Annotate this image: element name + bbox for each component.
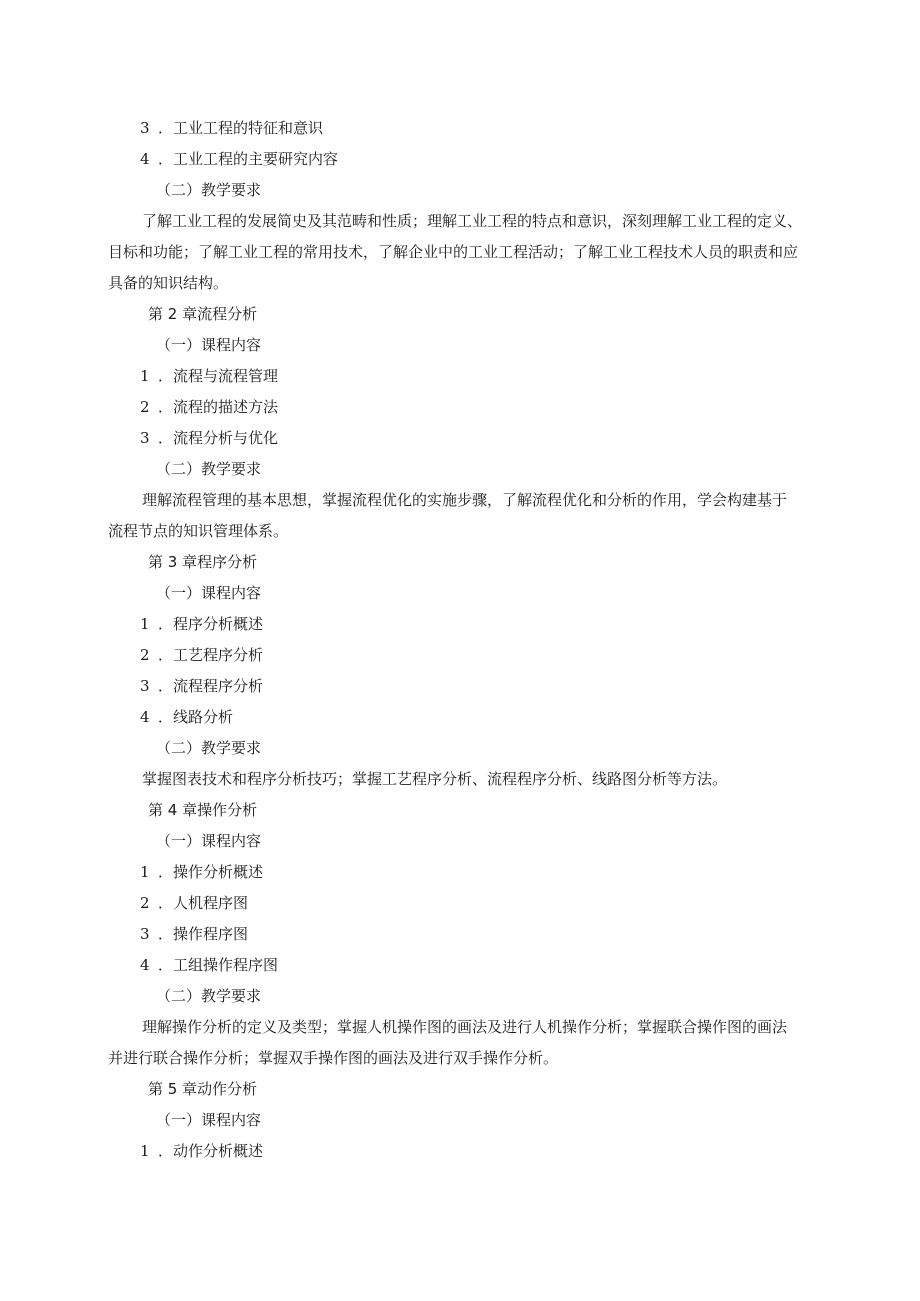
list-item [140, 118, 323, 138]
paragraph-line: 了解工业工程的发展简史及其范畴和性质；理解工业工程的特点和意识，深刻理解工业工程的定义、 [142, 212, 803, 230]
list-item-text: ．工艺程序分析 [158, 646, 264, 664]
section-subheading: （一）课程内容 [156, 584, 262, 602]
section-subheading: （一）课程内容 [156, 832, 262, 850]
section-subheading: （二）教学要求 [156, 181, 262, 199]
paragraph-line: 流程节点的知识管理体系。 [108, 522, 289, 540]
section-subheading: （二）教学要求 [156, 987, 262, 1005]
paragraph-line: 理解流程管理的基本思想，掌握流程优化的实施步骤，了解流程优化和分析的作用，学会构建基于 [142, 491, 788, 509]
list-item [140, 645, 263, 665]
list-item [140, 893, 248, 913]
list-item-number: 4 [140, 708, 150, 726]
list-item-number: 2 [140, 894, 150, 912]
list-item-number: 2 [140, 646, 150, 664]
list-item [140, 1141, 263, 1161]
list-item-number: 1 [140, 615, 150, 633]
list-item-number: 1 [140, 367, 150, 385]
list-item [140, 862, 263, 882]
list-item-number: 4 [140, 956, 150, 974]
list-item [140, 924, 248, 944]
list-item-text: ．工业工程的主要研究内容 [158, 150, 339, 168]
list-item [140, 149, 338, 169]
list-item-text: ．流程的描述方法 [158, 398, 279, 416]
chapter-heading: 第 2 章流程分析 [148, 305, 258, 323]
list-item-number: 3 [140, 677, 150, 695]
list-item [140, 955, 278, 975]
chapter-heading: 第 3 章程序分析 [148, 553, 258, 571]
list-item-text: ．动作分析概述 [158, 1142, 264, 1160]
chapter-heading: 第 4 章操作分析 [148, 801, 258, 819]
paragraph-line: 掌握图表技术和程序分析技巧；掌握工艺程序分析、流程程序分析、线路图分析等方法。 [142, 770, 728, 788]
list-item-number: 1 [140, 863, 150, 881]
list-item-number: 4 [140, 150, 150, 168]
section-subheading: （一）课程内容 [156, 1111, 262, 1129]
list-item-text: ．线路分析 [158, 708, 234, 726]
list-item-text: ．人机程序图 [158, 894, 249, 912]
section-subheading: （一）课程内容 [156, 336, 262, 354]
list-item-text: ．操作程序图 [158, 925, 249, 943]
list-item-number: 3 [140, 429, 150, 447]
list-item-text: ．流程与流程管理 [158, 367, 279, 385]
list-item-text: ．操作分析概述 [158, 863, 264, 881]
list-item [140, 397, 278, 417]
paragraph-line: 理解操作分析的定义及类型；掌握人机操作图的画法及进行人机操作分析；掌握联合操作图的画法 [142, 1018, 788, 1036]
list-item-text: ．流程程序分析 [158, 677, 264, 695]
list-item-text: ．工业工程的特征和意识 [158, 119, 324, 137]
section-subheading: （二）教学要求 [156, 739, 262, 757]
paragraph-line: 具备的知识结构。 [108, 274, 229, 292]
list-item-text: ．流程分析与优化 [158, 429, 279, 447]
list-item-number: 3 [140, 119, 150, 137]
list-item [140, 614, 263, 634]
list-item [140, 676, 263, 696]
list-item [140, 707, 233, 727]
list-item [140, 428, 278, 448]
list-item-text: ．工组操作程序图 [158, 956, 279, 974]
list-item [140, 366, 278, 386]
list-item-number: 2 [140, 398, 150, 416]
list-item-number: 3 [140, 925, 150, 943]
list-item-text: ．程序分析概述 [158, 615, 264, 633]
list-item-number: 1 [140, 1142, 150, 1160]
section-subheading: （二）教学要求 [156, 460, 262, 478]
paragraph-line: 目标和功能；了解工业工程的常用技术，了解企业中的工业工程活动；了解工业工程技术人员的职责和应 [108, 243, 799, 261]
paragraph-line: 并进行联合操作分析；掌握双手操作图的画法及进行双手操作分析。 [108, 1049, 559, 1067]
chapter-heading: 第 5 章动作分析 [148, 1080, 258, 1098]
